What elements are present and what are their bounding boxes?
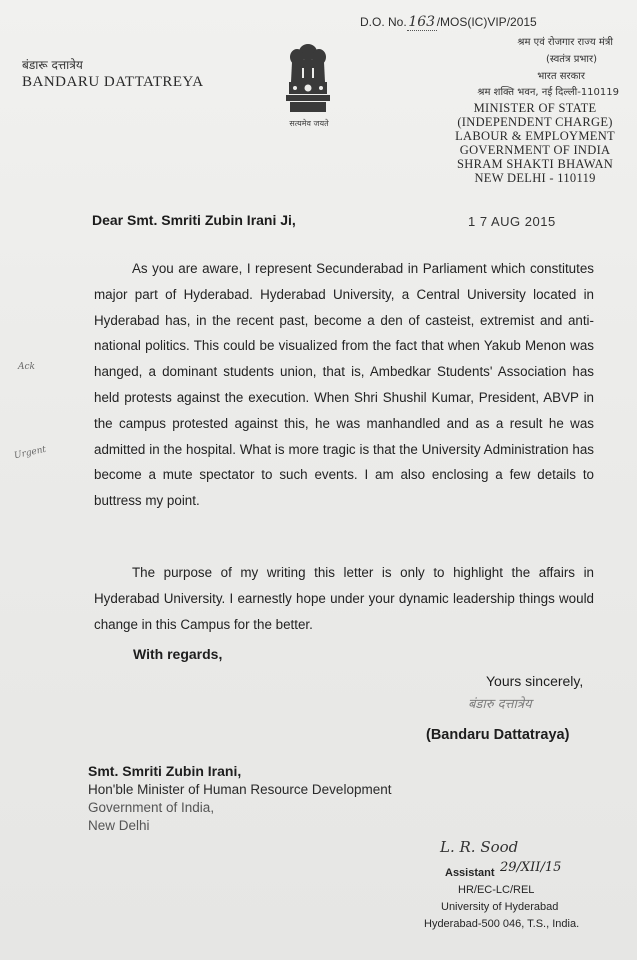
ministry-line3: LABOUR & EMPLOYMENT — [455, 129, 615, 143]
stamp-handwritten-date: 29/XII/15 — [500, 860, 562, 875]
paragraph-1: As you are aware, I represent Secunderabad in Parliament which constitutes major part of Hyderabad. Hyderabad University, a Central University located in Hyderabad has, in the recent past, become a den of casteist, extremist and anti-national politics. This could be visualized from the fact that when Yakub Menon was hanged, a dominant students union, that is, Ambedkar Students' Association has held protests against the execution. When Shri Shushil Kumar, President, ABVP in the campus protested against this, he was manhandled and as a result he was admitted in the hospital. What is more tragic is that the University Administration has become a mute spectator to such events. I am also enclosing a few details to buttress my point. — [94, 261, 594, 509]
sender-name-hindi: बंडारू दत्तात्रेय — [22, 58, 83, 72]
margin-note-ack: Ack — [18, 362, 35, 372]
yours-sincerely: Yours sincerely, — [486, 673, 584, 689]
stamp-department: HR/EC-LC/REL — [458, 884, 535, 896]
reference-suffix: /MOS(IC)VIP/2015 — [436, 15, 537, 29]
ministry-line1: MINISTER OF STATE — [473, 101, 597, 115]
ministry-address — [455, 101, 615, 185]
signer-name: (Bandaru Dattatraya) — [426, 727, 570, 743]
ministry-line6: NEW DELHI - 110119 — [474, 171, 596, 185]
ministry-line2: (INDEPENDENT CHARGE) — [457, 115, 613, 129]
sender-name: BANDARU DATTATREYA — [22, 74, 204, 90]
reference-number — [360, 14, 537, 31]
salutation: Dear Smt. Smriti Zubin Irani Ji, — [92, 212, 296, 228]
paragraph-2: The purpose of my writing this letter is only to highlight the affairs in Hyderabad University. I earnestly hope under your dynamic leadership things would change in this Campus for the better. — [94, 565, 594, 632]
signature-hindi: बंडारु दत्तात्रेय — [468, 697, 532, 712]
closing-regards: With regards, — [133, 646, 223, 662]
stamp-signature: L. R. Sood — [440, 838, 519, 856]
recipient-city: New Delhi — [88, 818, 150, 833]
stamp-address: Hyderabad-500 046, T.S., India. — [424, 918, 580, 930]
reference-handwritten-number: 163 — [408, 14, 436, 30]
ministry-hindi-line2: (स्वतंत्र प्रभार) — [545, 54, 597, 65]
recipient-name: Smt. Smriti Zubin Irani, — [88, 763, 242, 779]
reference-prefix: D.O. No. — [360, 15, 407, 29]
letter-date: 1 7 AUG 2015 — [468, 214, 556, 229]
ministry-hindi-line4: श्रम शक्ति भवन, नई दिल्ली-110119 — [477, 87, 619, 98]
stamp-designation: Assistant — [445, 867, 495, 879]
stamp-university: University of Hyderabad — [441, 901, 559, 913]
margin-note-urgent: Urgent — [13, 444, 48, 462]
ministry-line5: SHRAM SHAKTI BHAWAN — [457, 157, 614, 171]
recipient-title: Hon'ble Minister of Human Resource Development — [88, 782, 392, 797]
ministry-hindi-line3: भारत सरकार — [537, 71, 585, 82]
recipient-government: Government of India, — [88, 800, 215, 815]
emblem-motto: सत्यमेव जयते — [289, 119, 329, 128]
ministry-line4: GOVERNMENT OF INDIA — [459, 143, 611, 157]
ministry-hindi-line1: श्रम एवं रोजगार राज्य मंत्री — [517, 37, 613, 48]
